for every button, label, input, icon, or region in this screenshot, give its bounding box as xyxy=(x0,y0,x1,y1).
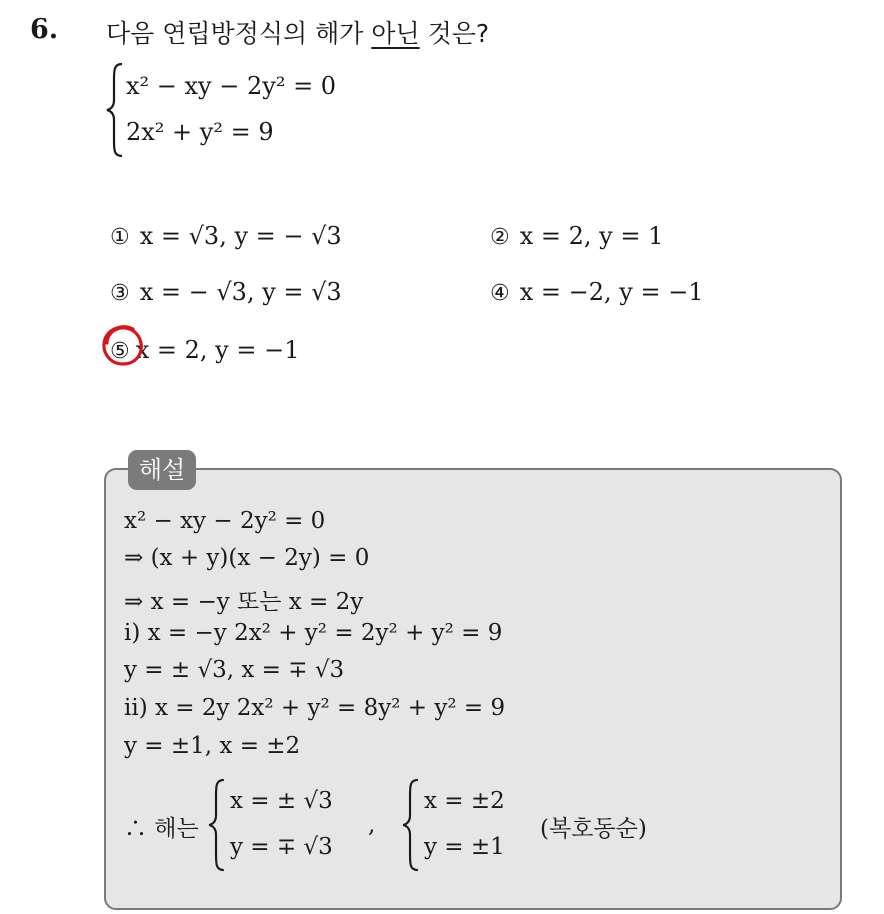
choice-mark: ① xyxy=(110,225,130,250)
system-equation-1: x² − xy − 2y² = 0 xyxy=(126,72,337,100)
choice-mark: ② xyxy=(490,225,510,250)
solution-line: ⇒ x = −y 또는 x = 2y xyxy=(124,589,364,615)
solution-system-2-eq-1: x = ±2 xyxy=(424,788,505,814)
solution-system-1-eq-2: y = ∓ √3 xyxy=(230,834,333,860)
choice-4[interactable] xyxy=(490,278,704,306)
solution-system-1-eq-1: x = ± √3 xyxy=(230,788,333,814)
choice-1[interactable] xyxy=(110,222,342,250)
solution-label: 해설 xyxy=(128,450,196,490)
choice-mark: ③ xyxy=(110,281,130,306)
choice-mark: ⑤ xyxy=(110,339,130,364)
conclusion-note: (복호동순) xyxy=(540,816,647,842)
system-equation-2: 2x² + y² = 9 xyxy=(126,118,274,146)
equation-system xyxy=(104,62,364,162)
conclusion-prefix: ∴ 해는 xyxy=(124,816,199,842)
solution-system-2-eq-2: y = ±1 xyxy=(424,834,505,860)
question-text-underlined: 아닌 xyxy=(371,19,420,48)
question-number: 6. xyxy=(30,14,59,45)
solution-line: ⇒ (x + y)(x − 2y) = 0 xyxy=(124,545,370,571)
left-brace xyxy=(206,778,228,872)
selected-answer-circle-icon xyxy=(101,323,145,367)
question-text-before: 다음 연립방정식의 해가 xyxy=(106,19,372,48)
question-text-after: 것은? xyxy=(419,19,490,48)
solution-line: i) x = −y 2x² + y² = 2y² + y² = 9 xyxy=(124,620,503,646)
left-brace xyxy=(104,62,126,158)
solution-line: x² − xy − 2y² = 0 xyxy=(124,508,326,534)
choice-text: x = − √3, y = √3 xyxy=(139,278,342,306)
choice-mark: ④ xyxy=(490,281,510,306)
solution-line: y = ±1, x = ±2 xyxy=(124,733,301,759)
choice-text: x = 2, y = −1 xyxy=(135,336,300,364)
solution-line: y = ± √3, x = ∓ √3 xyxy=(124,657,345,683)
solution-system-2 xyxy=(400,778,520,874)
choice-text: x = −2, y = −1 xyxy=(519,278,704,306)
choice-text: x = 2, y = 1 xyxy=(519,222,664,250)
choice-text: x = √3, y = − √3 xyxy=(139,222,342,250)
choice-3[interactable] xyxy=(110,278,342,306)
choice-2[interactable] xyxy=(490,222,663,250)
solution-line: ii) x = 2y 2x² + y² = 8y² + y² = 9 xyxy=(124,695,506,721)
conclusion-separator: , xyxy=(368,812,376,838)
question-text xyxy=(106,14,489,50)
left-brace xyxy=(400,778,422,872)
solution-system-1 xyxy=(206,778,356,874)
